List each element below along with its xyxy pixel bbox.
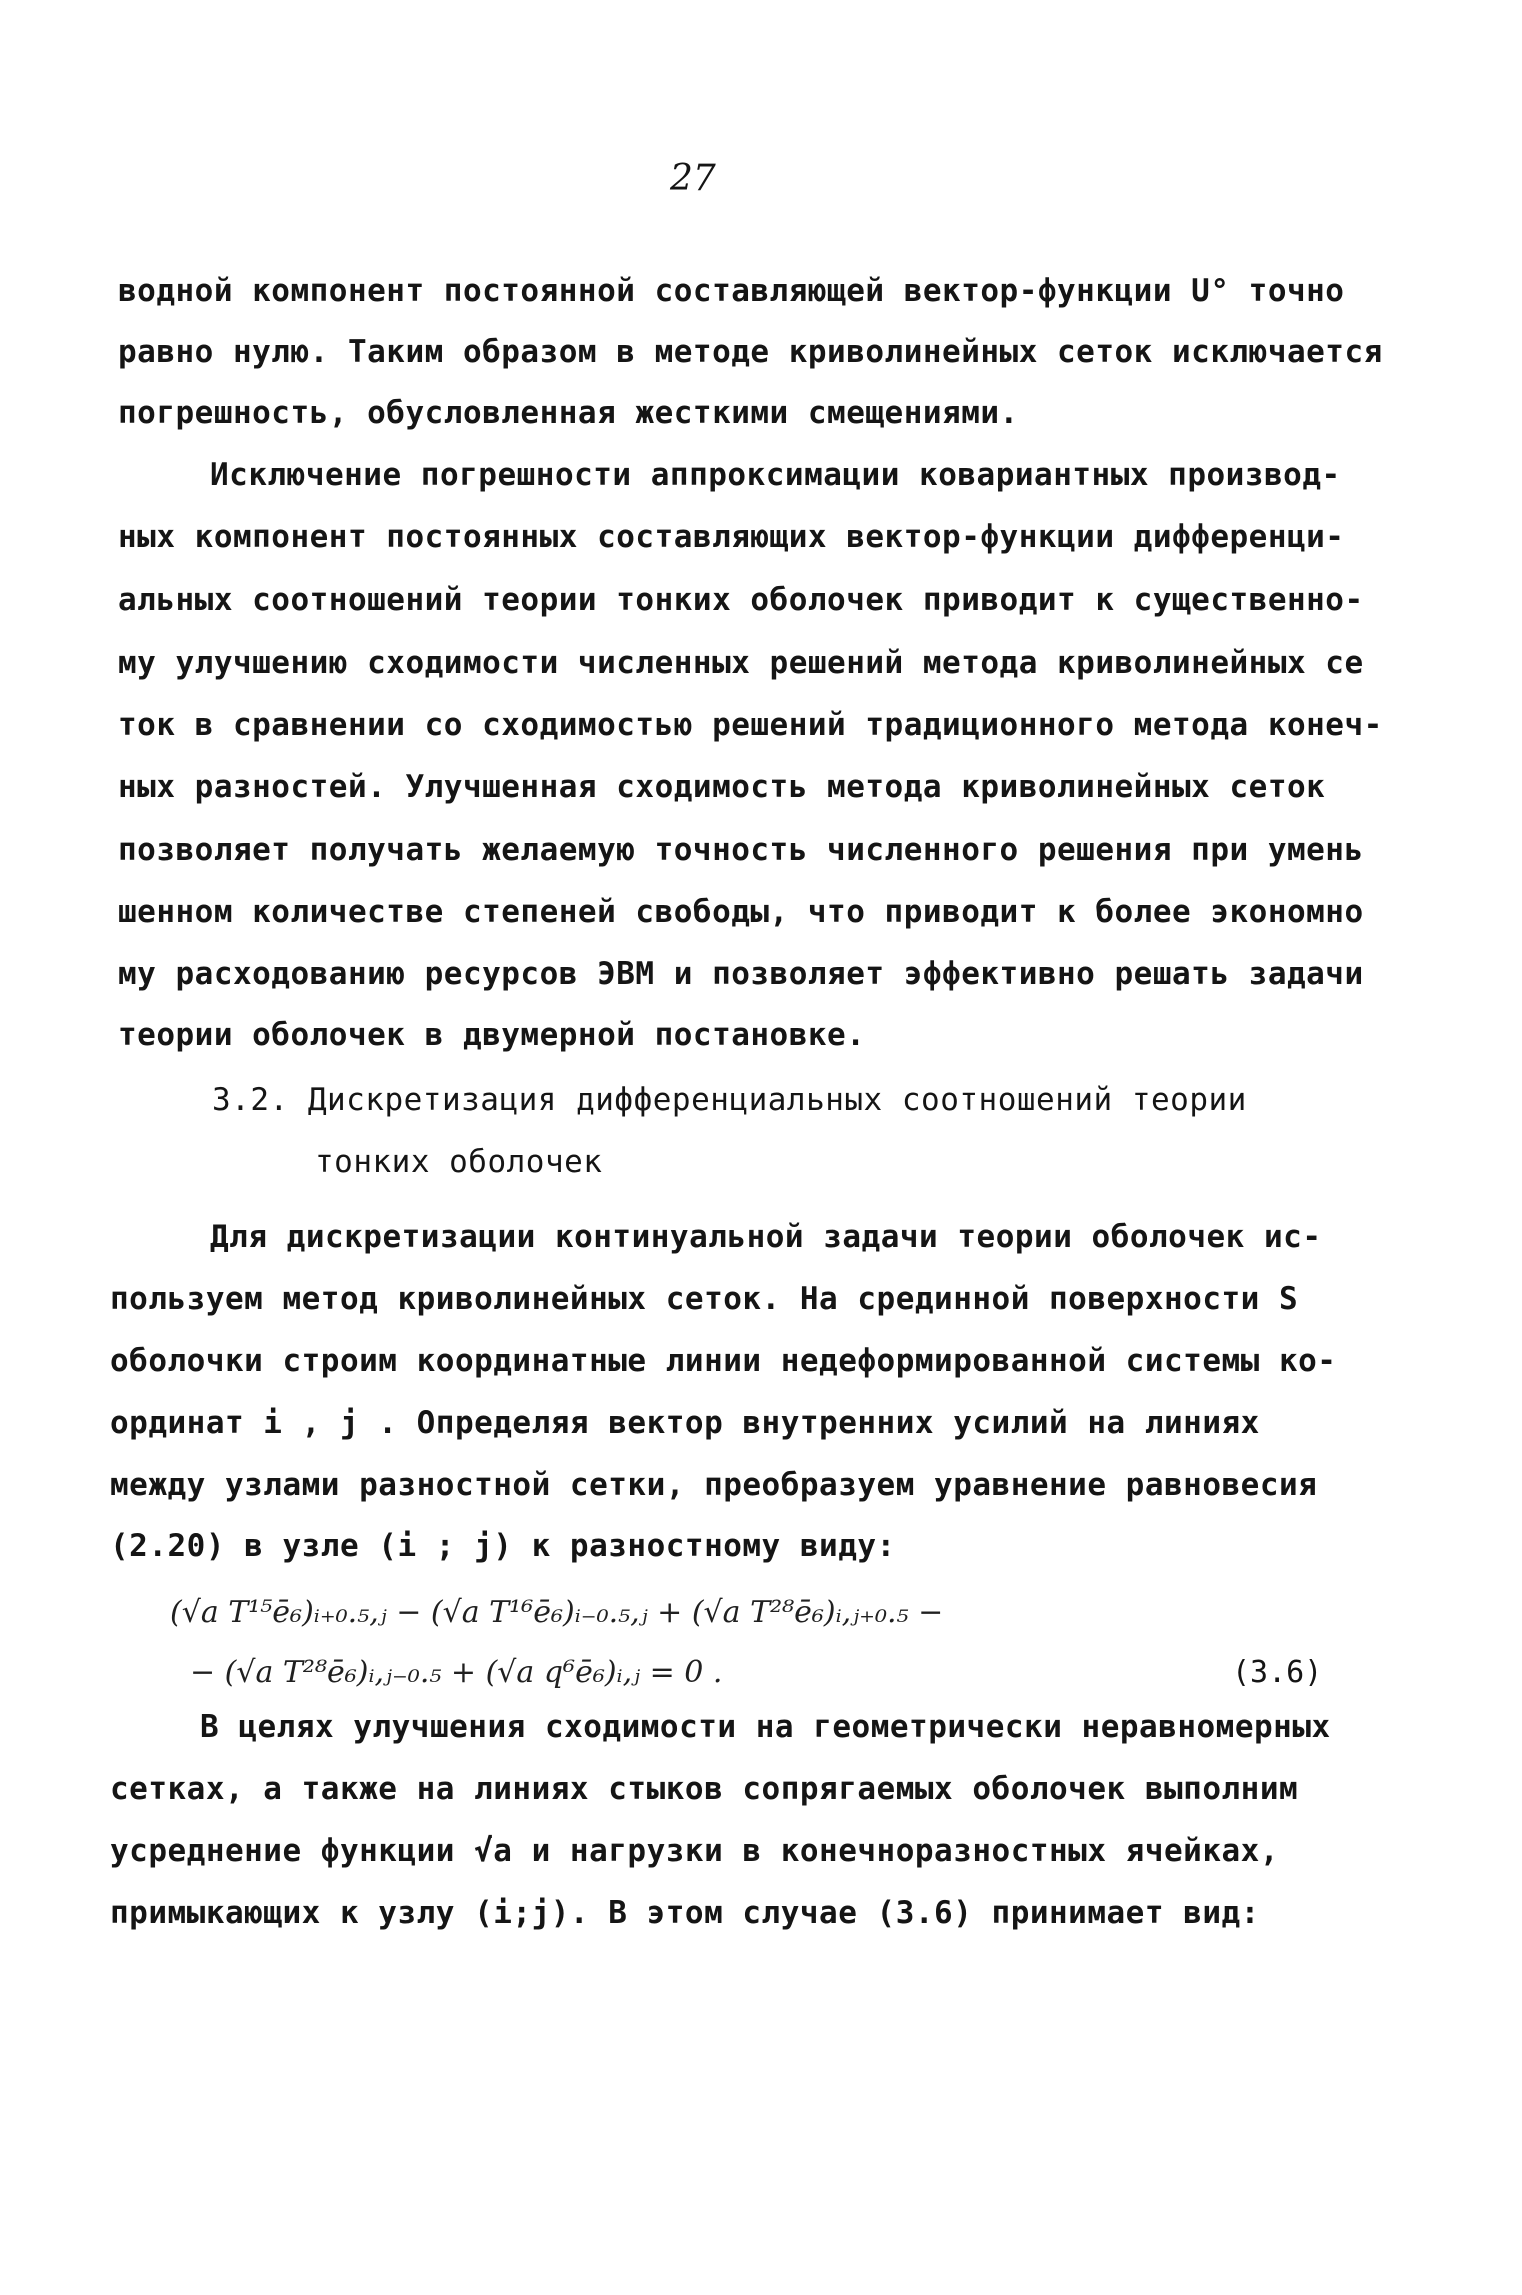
paragraph-2-line-2: ных компонент постоянных составляющих вектор-функции дифференци-	[118, 519, 1345, 555]
paragraph-2-line-4: му улучшению сходимости численных решений метода криволинейных се	[118, 645, 1364, 681]
paragraph-2-line-1: Исключение погрешности аппроксимации ковариантных производ-	[210, 457, 1341, 493]
paragraph-2-line-7: позволяет получать желаемую точность численного решения при умень	[118, 832, 1364, 868]
section-heading-line-1: 3.2. Дискретизация дифференциальных соотношений теории	[212, 1082, 1247, 1118]
paragraph-3-line-2: пользуем метод криволинейных сеток. На срединной поверхности S	[110, 1281, 1299, 1317]
page-number: 27	[670, 158, 716, 199]
paragraph-3-line-1: Для дискретизации континуальной задачи теории оболочек ис-	[210, 1219, 1322, 1255]
paragraph-3-line-4: ординат i , j . Определяя вектор внутренних усилий на линиях	[110, 1405, 1260, 1441]
paragraph-3-line-6: (2.20) в узле (i ; j) к разностному виду:	[110, 1528, 896, 1564]
paragraph-3-line-5: между узлами разностной сетки, преобразуем уравнение равновесия	[110, 1467, 1318, 1503]
paragraph-4-line-2: сетках, а также на линиях стыков сопрягаемых оболочек выполним	[110, 1771, 1299, 1807]
paragraph-4-line-4: примыкающих к узлу (i;j). В этом случае (3.6) принимает вид:	[110, 1895, 1260, 1931]
paragraph-2-line-5: ток в сравнении со сходимостью решений традиционного метода конеч-	[118, 707, 1383, 743]
paragraph-2-line-6: ных разностей. Улучшенная сходимость метода криволинейных сеток	[118, 769, 1326, 805]
paragraph-1-line-3: погрешность, обусловленная жесткими смещениями.	[118, 395, 1019, 431]
paragraph-2-line-9: му расходованию ресурсов ЭВМ и позволяет эффективно решать задачи	[118, 956, 1364, 992]
equation-line-1: (√a T¹⁵ē₆)ᵢ₊₀.₅,ⱼ − (√a T¹⁶ē₆)ᵢ₋₀.₅,ⱼ + (√a T²⁸ē₆)ᵢ,ⱼ₊₀.₅ −	[170, 1595, 944, 1630]
paragraph-2-line-8: шенном количестве степеней свободы, что приводит к более экономно	[118, 894, 1364, 930]
section-heading-line-2: тонких оболочек	[315, 1144, 603, 1180]
paragraph-2-line-10: теории оболочек в двумерной постановке.	[118, 1017, 866, 1053]
paragraph-2-line-3: альных соотношений теории тонких оболочек приводит к существенно-	[118, 582, 1364, 618]
paragraph-4-line-3: усреднение функции √a и нагрузки в конечноразностных ячейках,	[110, 1833, 1279, 1869]
equation-line-2: − (√a T²⁸ē₆)ᵢ,ⱼ₋₀.₅ + (√a q⁶ē₆)ᵢ,ⱼ = 0 .	[190, 1655, 723, 1690]
paragraph-1-line-1: водной компонент постоянной составляющей вектор-функции U° точно	[118, 273, 1345, 309]
equation-number: (3.6)	[1232, 1655, 1323, 1690]
paragraph-1-line-2: равно нулю. Таким образом в методе криволинейных сеток исключается	[118, 334, 1383, 370]
paragraph-4-line-1: В целях улучшения сходимости на геометрически неравномерных	[200, 1709, 1331, 1745]
paragraph-3-line-3: оболочки строим координатные линии недеформированной системы ко-	[110, 1343, 1337, 1379]
